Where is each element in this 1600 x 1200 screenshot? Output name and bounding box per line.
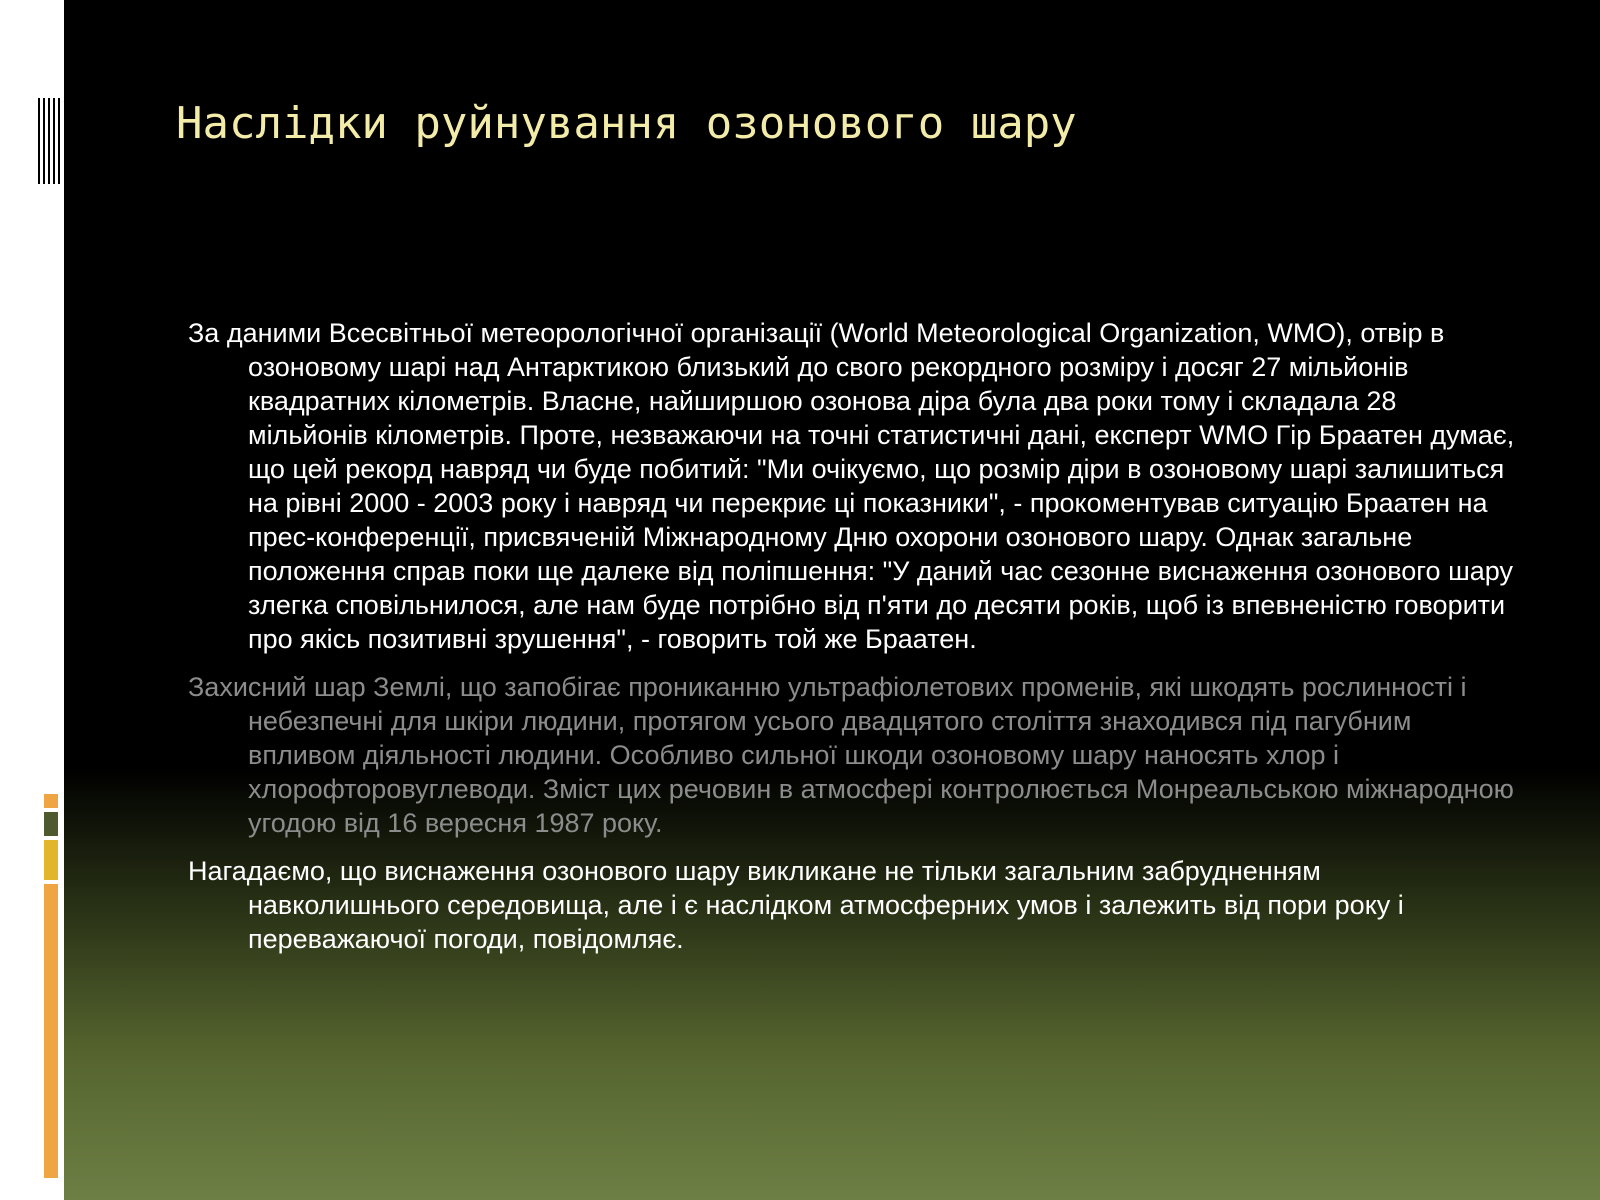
slide-body [188,316,1518,970]
slide-left-margin [0,0,64,1200]
paragraph-reminder: Нагадаємо, що виснаження озонового шару викликане не тільки загальним забрудненням навколишнього середовища, але і є наслідком атмосферних умов і залежить від пори року і переважаючої погоди, повідомляє. [188,856,1404,954]
paragraph-protective-layer: Захисний шар Землі, що запобігає прониканню ультрафіолетових променів, які шкодять рослинності і небезпечні для шкіри людини, протягом усього двадцятого століття знаходився під пагубним впливом діяльності людини. Особливо сильної шкоди озоновому шару наносять хлор і хлорофторовуглеводи. Зміст цих речовин в атмосфері контролюється Монреальською міжнародною угодою від 16 вересня 1987 року. [188,672,1514,838]
accent-block-orange-top [44,794,58,808]
slide-title: Наслідки руйнування озонового шару [176,98,1077,149]
decorative-bars-icon [38,98,64,184]
accent-block-orange-long [44,884,58,1178]
accent-block-yellow [44,840,58,880]
paragraph-wmo-report: За даними Всесвітньої метеорологічної організації (World Meteorological Organization, WMO), отвір в озоновому шарі над Антарктикою близький до свого рекордного розміру і досяг 27 мільйонів квадратних кілометрів. Власне, найширшою озонова діра була два роки тому і складала 28 мільйонів кілометрів. Проте, незважаючи на точні статистичні дані, експерт WMO Гір Браатен думає, що цей рекорд навряд чи буде побитий: "Ми очікуємо, що розмір діри в озоновому шарі залишиться на рівні 2000 - 2003 року і навряд чи перекриє ці показники", - прокоментував ситуацію Браатен на прес-конференції, присвяченій Міжнародному Дню охорони озонового шару. Однак загальне положення справ поки ще далеке від поліпшення: "У даний час сезонне виснаження озонового шару злегка сповільнилося, але нам буде потрібно від п'яти до десяти років, щоб із впевненістю говорити про якісь позитивні зрушення", - говорить той же Браатен. [188,318,1515,654]
accent-block-olive [44,812,58,836]
